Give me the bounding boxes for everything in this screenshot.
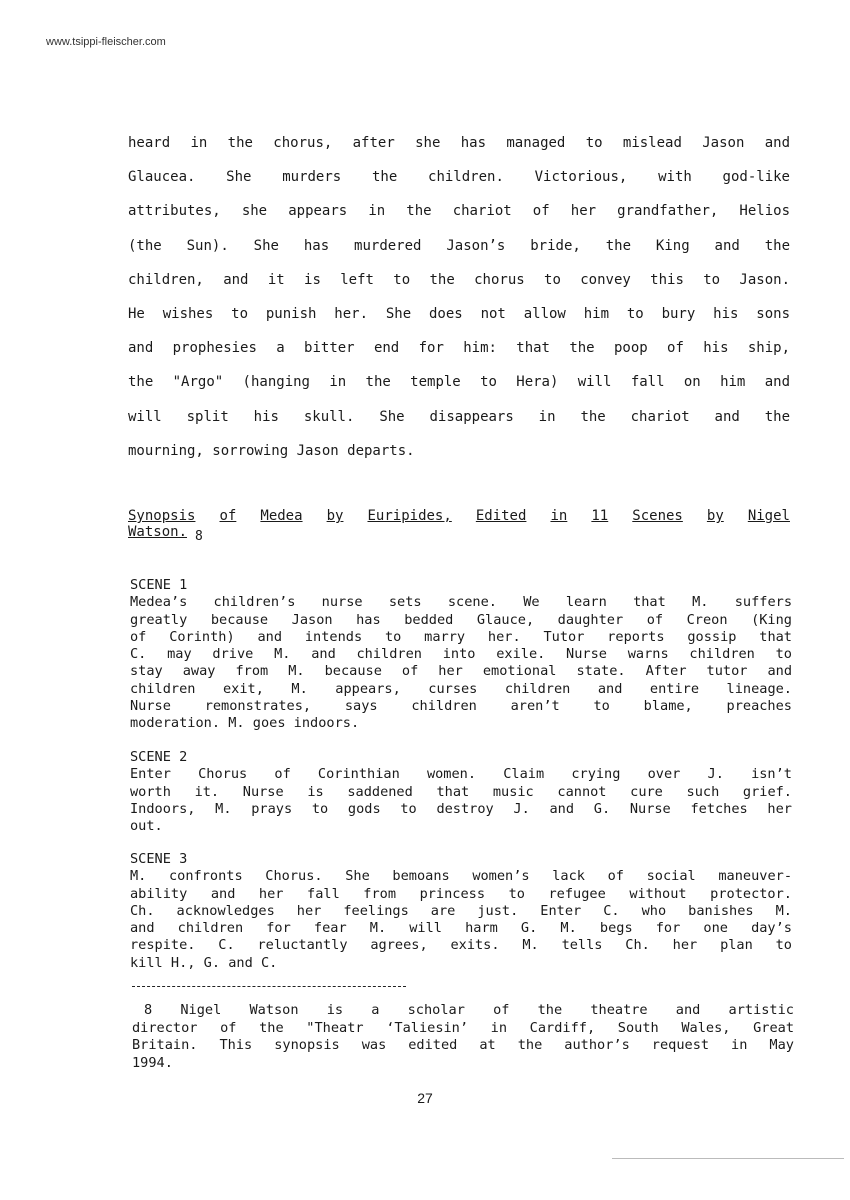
body-line: will split his skull. She disappears in the chariot and the [128, 408, 790, 425]
heading-word: by [326, 508, 344, 524]
site-url: www.tsippi-fleischer.com [46, 36, 166, 48]
scene-2 [130, 749, 792, 835]
scene-line: ability and her fall from princess to refugee without protector. [130, 885, 792, 902]
heading-word: Euripides, [367, 508, 452, 524]
scene-line: greatly because Jason has bedded Glauce, daughter of Creon (King [130, 611, 792, 628]
footnote-line: 1994. [132, 1054, 173, 1071]
body-line: He wishes to punish her. She does not allow him to bury his sons [128, 306, 790, 323]
scene-line: worth it. Nurse is saddened that music cannot cure such grief. [130, 783, 792, 800]
scene-line: Indoors, M. prays to gods to destroy J. and G. Nurse fetches her [130, 800, 792, 817]
scene-line: children exit, M. appears, curses children and entire lineage. [130, 680, 792, 697]
scene-line: of Corinth) and intends to marry her. Tutor reports gossip that [130, 628, 792, 645]
scene-line: Medea’s children’s nurse sets scene. We learn that M. suffers [130, 594, 792, 611]
heading-word: of [219, 508, 237, 524]
scene-1 [130, 577, 792, 733]
scene-line: stay away from M. because of her emotional state. After tutor and [130, 663, 792, 680]
footnote [132, 1002, 794, 1072]
scene-line: and children for fear M. will harm G. M. begs for one day’s [130, 920, 792, 937]
scene-line: kill H., G. and C. [130, 954, 278, 971]
scene-line: Nurse remonstrates, says children aren’t to blame, preaches [130, 698, 792, 715]
body-paragraph [128, 126, 790, 468]
heading-word: Scenes [632, 508, 683, 524]
footnote-line: director of the "Theatr ‘Taliesin’ in Cardiff, South Wales, Great [132, 1019, 794, 1036]
scene-line: moderation. M. goes indoors. [130, 715, 360, 732]
scene-line: Enter Chorus of Corinthian women. Claim crying over J. isn’t [130, 766, 792, 783]
footnote-line: 8 Nigel Watson is a scholar of the theatre and artistic [144, 1002, 794, 1018]
scan-artifact-line [612, 1158, 844, 1159]
synopsis-heading [128, 508, 790, 545]
footnote-line: Britain. This synopsis was edited at the author’s request in May [132, 1037, 794, 1053]
body-line: attributes, she appears in the chariot of her grandfather, Helios [128, 203, 790, 220]
scene-3 [130, 851, 792, 972]
body-line: Glaucea. She murders the children. Victorious, with god-like [128, 169, 790, 186]
body-line: the "Argo" (hanging in the temple to Hera) will fall on him and [128, 374, 790, 391]
scene-line: Ch. acknowledges her feelings are just. Enter C. who banishes M. [130, 902, 792, 919]
page-number: 27 [417, 1090, 433, 1106]
heading-word: Medea [260, 508, 303, 524]
body-line: children, and it is left to the chorus to convey this to Jason. [128, 271, 790, 288]
body-line: mourning, sorrowing Jason departs. [128, 442, 415, 459]
footnote-divider [132, 986, 406, 987]
heading-word: by [706, 508, 724, 524]
scene-line: out. [130, 818, 163, 835]
heading-word: in [550, 508, 568, 524]
footnote-reference: 8 [195, 529, 203, 544]
scene-title: SCENE 2 [130, 749, 188, 765]
body-line: and prophesies a bitter end for him: that the poop of his ship, [128, 340, 790, 357]
heading-word: Edited [475, 508, 527, 524]
scene-title: SCENE 1 [130, 577, 188, 593]
body-line: heard in the chorus, after she has managed to mislead Jason and [128, 135, 790, 151]
scene-line: C. may drive M. and children into exile. Nurse warns children to [130, 646, 792, 663]
scene-title: SCENE 3 [130, 851, 188, 867]
heading-word: Synopsis [128, 508, 196, 524]
heading-word: 11 [591, 508, 609, 524]
scene-line: M. confronts Chorus. She bemoans women’s lack of social maneuver- [130, 868, 792, 885]
scene-line: respite. C. reluctantly agrees, exits. M. tells Ch. her plan to [130, 937, 792, 954]
body-line: (the Sun). She has murdered Jason’s bride, the King and the [128, 237, 790, 254]
heading-line-2: Watson. [128, 524, 188, 540]
heading-word: Nigel [747, 508, 790, 524]
